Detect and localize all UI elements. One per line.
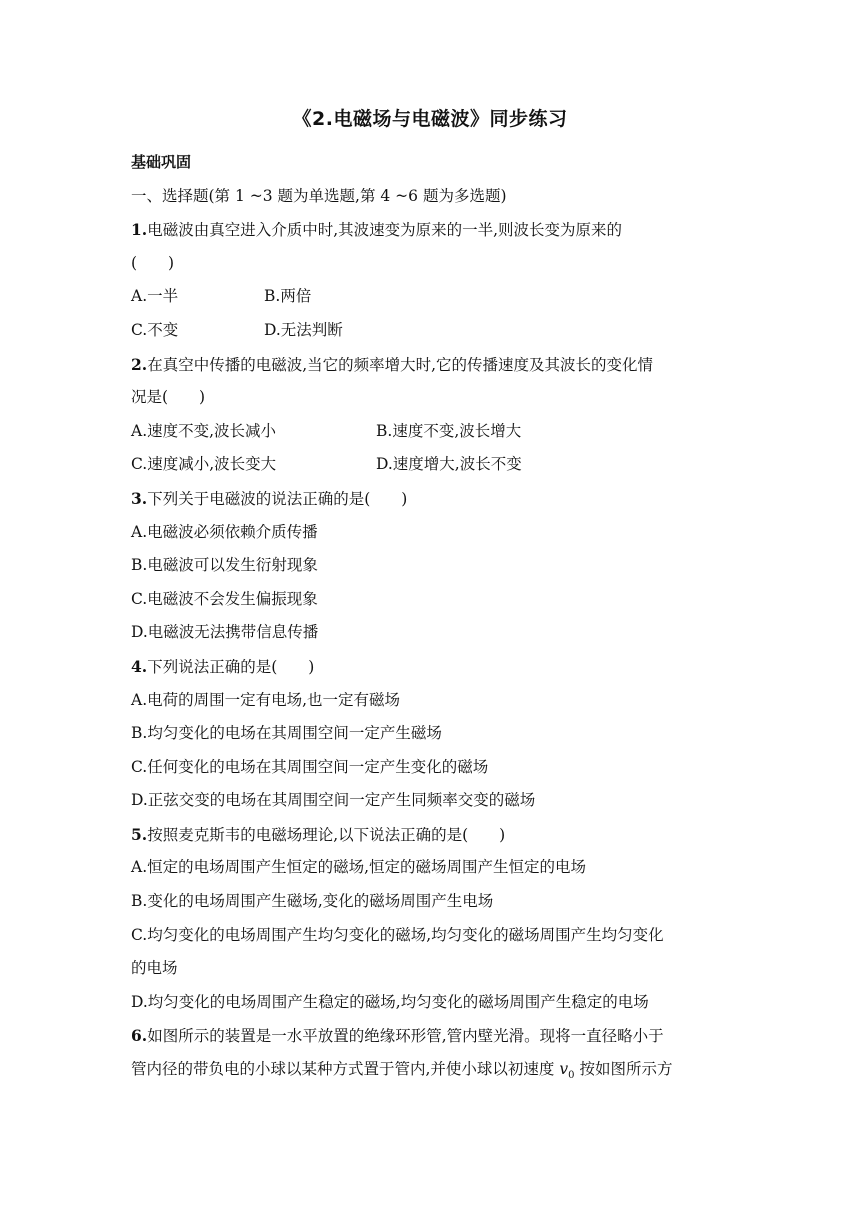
question-number: 1.: [131, 220, 148, 240]
velocity-symbol: [559, 1060, 575, 1082]
options-row: [131, 448, 731, 482]
question-text: 如图所示的装置是一水平放置的绝缘环形管,管内壁光滑。现将一直径略小于: [147, 1027, 664, 1046]
question-3: [131, 482, 731, 516]
option-c: C.不变: [131, 320, 179, 339]
option-a: A.电荷的周围一定有电场,也一定有磁场: [131, 690, 401, 709]
question-2: [131, 348, 731, 382]
option-d: D.正弦交变的电场在其周围空间一定产生同频率交变的磁场: [131, 791, 536, 810]
option-c: C.任何变化的电场在其周围空间一定产生变化的磁场: [131, 757, 489, 776]
option-a: A.一半: [131, 287, 179, 306]
option-a: A.电磁波必须依赖介质传播: [131, 522, 318, 541]
question-number: 2.: [131, 354, 148, 374]
question-4: [131, 650, 731, 684]
question-text: 在真空中传播的电磁波,当它的频率增大时,它的传播速度及其波长的变化情: [147, 355, 654, 374]
velocity-subscript: 0: [568, 1070, 575, 1082]
option-d: D.速度增大,波长不变: [376, 455, 522, 474]
question-text: 下列说法正确的是( ): [147, 657, 315, 676]
question-text-part: 按如图所示方: [579, 1060, 673, 1079]
option-a: A.速度不变,波长减小: [131, 421, 277, 440]
section-heading: 基础巩固: [131, 153, 192, 171]
question-number: 6.: [131, 1026, 148, 1046]
option-c-cont: 的电场: [131, 959, 178, 978]
option-b: B.速度不变,波长增大: [376, 421, 522, 440]
options-row: [131, 314, 731, 348]
question-6: [131, 1019, 731, 1053]
option-a: A.恒定的电场周围产生恒定的磁场,恒定的磁场周围产生恒定的电场: [131, 858, 587, 877]
option-d: D.均匀变化的电场周围产生稳定的磁场,均匀变化的磁场周围产生稳定的电场: [131, 992, 649, 1011]
option-b: B.电磁波可以发生衍射现象: [131, 556, 318, 575]
option-b: B.均匀变化的电场在其周围空间一定产生磁场: [131, 724, 442, 743]
question-text-cont: [131, 1053, 731, 1087]
question-number: 3.: [131, 488, 148, 508]
option-c: C.电磁波不会发生偏振现象: [131, 589, 318, 608]
question-text-cont: 况是( ): [131, 388, 206, 407]
option-b: B.两倍: [264, 287, 312, 306]
option-d: D.电磁波无法携带信息传播: [131, 623, 319, 642]
page-title: 《2.电磁场与电磁波》同步练习: [292, 108, 568, 130]
question-text: 下列关于电磁波的说法正确的是( ): [147, 489, 408, 508]
question-text-part: 管内径的带负电的小球以某种方式置于管内,并使小球以初速度: [131, 1060, 555, 1079]
question-text: 按照麦克斯韦的电磁场理论,以下说法正确的是( ): [147, 825, 506, 844]
question-text-cont: ( ): [131, 253, 175, 272]
option-c: C.速度减小,波长变大: [131, 455, 277, 474]
question-text: 电磁波由真空进入介质中时,其波速变为原来的一半,则波长变为原来的: [147, 221, 623, 240]
option-c: C.均匀变化的电场周围产生均匀变化的磁场,均匀变化的磁场周围产生均匀变化: [131, 925, 664, 944]
question-number: 5.: [131, 824, 148, 844]
question-number: 4.: [131, 656, 148, 676]
exercise-content: [131, 146, 731, 1087]
part-heading: 一、选择题(第 1 ~3 题为单选题,第 4 ~6 题为多选题): [131, 186, 507, 205]
option-b: B.变化的电场周围产生磁场,变化的磁场周围产生电场: [131, 892, 494, 911]
options-row: [131, 415, 731, 449]
options-row: [131, 280, 731, 314]
question-1: [131, 213, 731, 247]
velocity-letter: v: [559, 1060, 569, 1079]
question-5: [131, 818, 731, 852]
option-d: D.无法判断: [264, 320, 343, 339]
